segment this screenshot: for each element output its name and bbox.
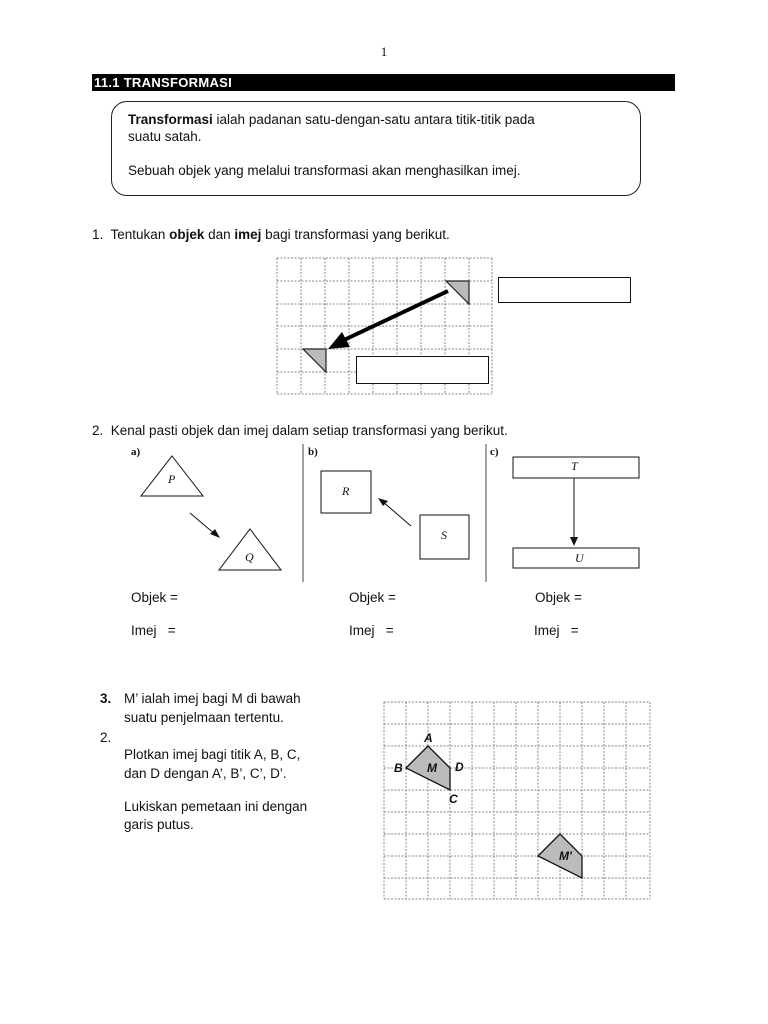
section-title: 11.1 TRANSFORMASI <box>92 74 675 91</box>
point-d-label: D <box>455 760 464 774</box>
part-c-tag: c) <box>490 446 499 458</box>
q1-image-triangle <box>303 349 326 372</box>
imej-label-c: Imej = <box>534 623 579 638</box>
question-1-text-b: dan <box>204 227 235 242</box>
question-3-grid-figure <box>380 698 656 904</box>
question-2-number: 2. <box>92 423 104 438</box>
question-3-line-4: dan D dengan A’, B’, C’, D’. <box>124 766 287 781</box>
point-b-label: B <box>394 761 403 775</box>
question-3-line-5: Lukiskan pemetaan ini dengan <box>124 799 308 814</box>
question-2 <box>92 422 508 440</box>
imej-label-b: Imej = <box>349 623 394 638</box>
objek-label-b: Objek = <box>349 590 396 605</box>
part-a-tag: a) <box>131 446 141 458</box>
q1-answer-box-object[interactable] <box>498 277 631 303</box>
question-3-line-6: garis putus. <box>124 817 194 832</box>
q1-arrow-shaft <box>344 291 448 340</box>
definition-line-1 <box>128 111 624 128</box>
shape-m-prime-label: M' <box>559 849 572 863</box>
question-1 <box>92 226 450 244</box>
label-u: U <box>575 551 584 565</box>
question-3-number-alt: 2. <box>100 730 112 745</box>
shape-m-label: M <box>427 761 437 775</box>
question-3-line-1: M’ ialah imej bagi M di bawah <box>124 691 301 706</box>
label-t: T <box>571 459 578 473</box>
question-1-text-c: bagi transformasi yang berikut. <box>261 227 450 242</box>
question-1-bold-objek: objek <box>169 227 205 242</box>
label-p: P <box>168 472 176 486</box>
part-b-tag: b) <box>308 446 318 458</box>
question-1-number: 1. <box>92 227 104 242</box>
definition-box <box>111 101 641 196</box>
point-a-label: A <box>424 731 433 745</box>
question-3-number: 3. <box>100 691 112 706</box>
objek-label-c: Objek = <box>535 590 582 605</box>
q1-object-triangle <box>446 281 469 304</box>
question-3-line-2: suatu penjelmaan tertentu. <box>124 710 284 725</box>
question-1-bold-imej: imej <box>234 227 262 242</box>
q1-answer-box-image[interactable] <box>356 356 489 384</box>
definition-text-1: ialah padanan satu-dengan-satu antara titik-titik pada <box>212 112 535 127</box>
point-c-label: C <box>449 792 458 806</box>
question-1-text-a: Tentukan <box>110 227 170 242</box>
page-number: 1 <box>380 44 388 59</box>
label-s: S <box>441 528 447 542</box>
question-2-text: Kenal pasti objek dan imej dalam setiap transformasi yang berikut. <box>110 423 508 438</box>
definition-line-3: Sebuah objek yang melalui transformasi akan menghasilkan imej. <box>128 163 521 178</box>
question-3-line-3: Plotkan imej bagi titik A, B, C, <box>124 747 301 762</box>
label-r: R <box>342 484 350 498</box>
imej-label-a: Imej = <box>131 623 176 638</box>
objek-label-a: Objek = <box>131 590 178 605</box>
definition-line-2: suatu satah. <box>128 129 202 144</box>
definition-term: Transformasi <box>128 112 213 127</box>
label-q: Q <box>245 550 254 564</box>
